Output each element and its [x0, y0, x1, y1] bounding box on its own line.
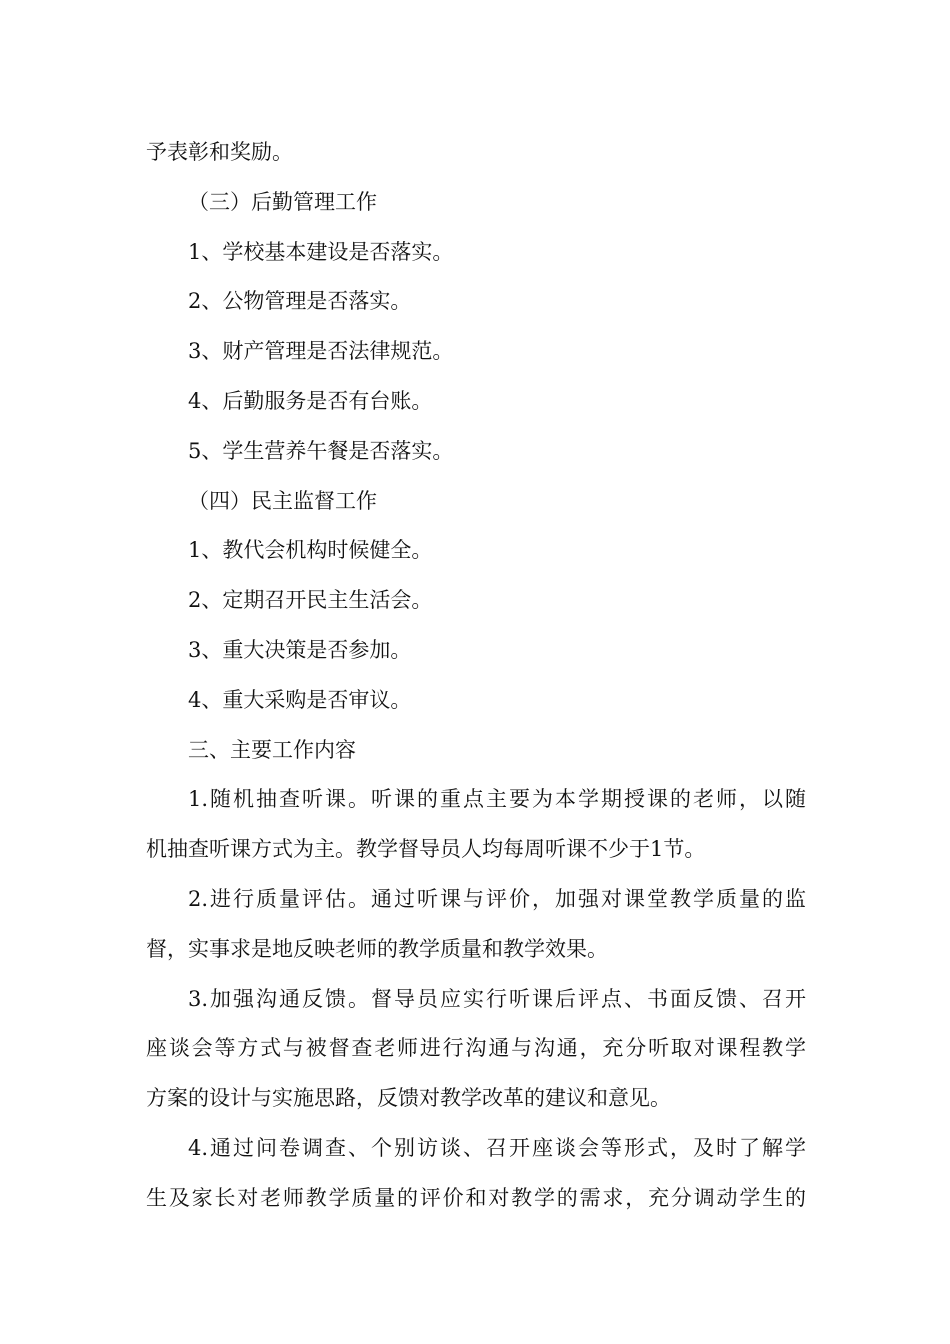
- paragraph-line: 座谈会等方式与被督查老师进行沟通与沟通，充分听取对课程教学: [146, 1036, 806, 1061]
- paragraph-line: 4.通过问卷调查、个别访谈、召开座谈会等形式，及时了解学: [188, 1135, 806, 1160]
- list-item: 3、重大决策是否参加。: [188, 637, 412, 662]
- paragraph-line: 1.随机抽查听课。听课的重点主要为本学期授课的老师，以随: [188, 787, 806, 812]
- paragraph-line: 3.加强沟通反馈。督导员应实行听课后评点、书面反馈、召开: [188, 986, 806, 1011]
- list-item: 2、公物管理是否落实。: [188, 289, 412, 314]
- section-heading-democratic-supervision: （四）民主监督工作: [188, 488, 377, 513]
- list-item: 3、财产管理是否法律规范。: [188, 339, 454, 364]
- paragraph-line: 督，实事求是地反映老师的教学质量和教学效果。: [146, 936, 608, 961]
- text-line-continuation: 予表彰和奖励。: [146, 140, 293, 164]
- section-heading-main-work: 三、主要工作内容: [188, 737, 356, 762]
- list-item: 1、学校基本建设是否落实。: [188, 239, 454, 264]
- paragraph-line: 2.进行质量评估。通过听课与评价，加强对课堂教学质量的监: [188, 886, 806, 911]
- paragraph-line: 生及家长对老师教学质量的评价和对教学的需求，充分调动学生的: [146, 1185, 806, 1210]
- paragraph-line: 方案的设计与实施思路，反馈对教学改革的建议和意见。: [146, 1086, 671, 1111]
- list-item: 2、定期召开民主生活会。: [188, 588, 433, 613]
- list-item: 4、重大采购是否审议。: [188, 687, 412, 712]
- paragraph-line: 机抽查听课方式为主。教学督导员人均每周听课不少于1节。: [146, 837, 706, 862]
- list-item: 5、学生营养午餐是否落实。: [188, 438, 454, 463]
- list-item: 1、教代会机构时候健全。: [188, 538, 433, 563]
- list-item: 4、后勤服务是否有台账。: [188, 388, 433, 413]
- section-heading-logistics: （三）后勤管理工作: [188, 189, 377, 214]
- document-body: [146, 128, 806, 1224]
